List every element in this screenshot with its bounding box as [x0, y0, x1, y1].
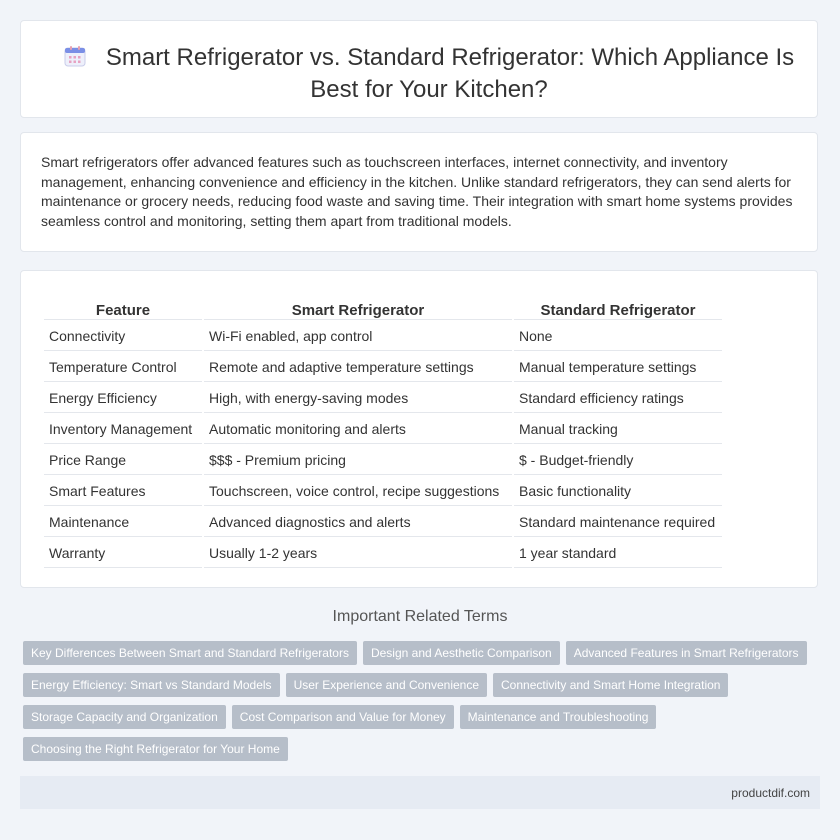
related-term-tag[interactable]: User Experience and Convenience	[286, 673, 487, 697]
page-title: Smart Refrigerator vs. Standard Refrigerator: Which Appliance Is Best for Your Kitchen?	[105, 44, 795, 103]
intro-card	[20, 132, 818, 252]
cell-smart: Advanced diagnostics and alerts	[204, 508, 512, 537]
cell-smart: Automatic monitoring and alerts	[204, 415, 512, 444]
table-row	[44, 508, 722, 537]
column-header-feature: Feature	[44, 297, 202, 320]
cell-feature: Energy Efficiency	[44, 384, 202, 413]
cell-standard: 1 year standard	[514, 539, 722, 568]
title-card	[20, 20, 818, 118]
related-term-tag[interactable]: Storage Capacity and Organization	[23, 705, 226, 729]
column-header-smart: Smart Refrigerator	[204, 297, 512, 320]
cell-standard: Standard maintenance required	[514, 508, 722, 537]
cell-feature: Inventory Management	[44, 415, 202, 444]
related-term-tag[interactable]: Design and Aesthetic Comparison	[363, 641, 560, 665]
cell-feature: Maintenance	[44, 508, 202, 537]
footer	[20, 776, 820, 809]
column-header-standard: Standard Refrigerator	[514, 297, 722, 320]
cell-standard: Manual temperature settings	[514, 353, 722, 382]
calendar-icon	[64, 45, 86, 75]
cell-standard: $ - Budget-friendly	[514, 446, 722, 475]
related-term-tag[interactable]: Choosing the Right Refrigerator for Your Home	[23, 737, 288, 761]
related-term-tag[interactable]: Cost Comparison and Value for Money	[232, 705, 454, 729]
related-term-tag[interactable]: Maintenance and Troubleshooting	[460, 705, 657, 729]
cell-smart: Usually 1-2 years	[204, 539, 512, 568]
footer-site[interactable]: productdif.com	[731, 786, 810, 800]
cell-feature: Smart Features	[44, 477, 202, 506]
cell-feature: Warranty	[44, 539, 202, 568]
intro-paragraph: Smart refrigerators offer advanced features such as touchscreen interfaces, internet connectivity, and inventory management, enhancing convenience and efficiency in the kitchen. Unlike standard refrigerators, they can send alerts for maintenance or grocery needs, reducing food waste and saving time. Their integration with smart home systems provides seamless control and monitoring, setting them apart from traditional models.	[41, 154, 793, 229]
table-row	[44, 477, 722, 506]
related-term-tag[interactable]: Connectivity and Smart Home Integration	[493, 673, 728, 697]
comparison-card	[20, 270, 818, 588]
cell-smart: $$$ - Premium pricing	[204, 446, 512, 475]
page-title-wrap	[61, 43, 797, 105]
related-term-tag[interactable]: Energy Efficiency: Smart vs Standard Models	[23, 673, 280, 697]
table-row	[44, 322, 722, 351]
table-header-row	[44, 297, 722, 320]
cell-smart: Touchscreen, voice control, recipe suggestions	[204, 477, 512, 506]
cell-feature: Connectivity	[44, 322, 202, 351]
cell-standard: Manual tracking	[514, 415, 722, 444]
table-row	[44, 446, 722, 475]
comparison-table	[42, 295, 724, 570]
cell-smart: Remote and adaptive temperature settings	[204, 353, 512, 382]
cell-smart: Wi-Fi enabled, app control	[204, 322, 512, 351]
table-row	[44, 539, 722, 568]
table-row	[44, 384, 722, 413]
cell-standard: Basic functionality	[514, 477, 722, 506]
related-term-tag[interactable]: Advanced Features in Smart Refrigerators	[566, 641, 807, 665]
related-terms-heading: Important Related Terms	[332, 608, 508, 625]
cell-feature: Temperature Control	[44, 353, 202, 382]
cell-standard: None	[514, 322, 722, 351]
table-row	[44, 353, 722, 382]
related-terms-list	[23, 641, 813, 761]
cell-smart: High, with energy-saving modes	[204, 384, 512, 413]
cell-standard: Standard efficiency ratings	[514, 384, 722, 413]
related-term-tag[interactable]: Key Differences Between Smart and Standard Refrigerators	[23, 641, 357, 665]
cell-feature: Price Range	[44, 446, 202, 475]
table-row	[44, 415, 722, 444]
